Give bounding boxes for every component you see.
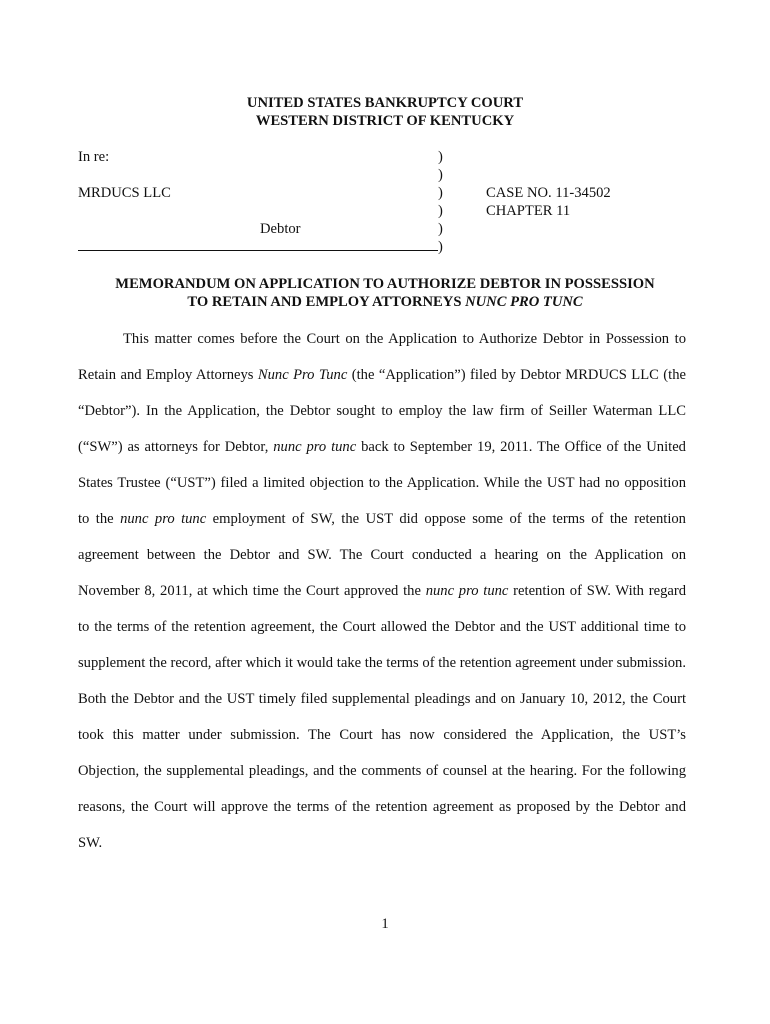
- memo-title-line-1: MEMORANDUM ON APPLICATION TO AUTHORIZE DEBTOR IN POSSESSION: [115, 276, 655, 292]
- body-line: [78, 686, 686, 722]
- body-text: to the terms of the retention agreement, the Court allowed the Debtor and the UST additional time to: [78, 619, 686, 635]
- body-line: [78, 578, 686, 614]
- body-text: November 8, 2011, at which time the Court approved the: [78, 583, 426, 599]
- body-line: [78, 434, 686, 470]
- caption-paren: ): [438, 203, 443, 219]
- body-text: retention of SW. With regard: [508, 583, 686, 599]
- body-line: [78, 830, 686, 866]
- page-number: 1: [381, 916, 389, 932]
- body-line: [78, 362, 686, 398]
- memo-title-line-2-text: TO RETAIN AND EMPLOY ATTORNEYS: [187, 294, 466, 310]
- body-line: [78, 398, 686, 434]
- body-italic-text: nunc pro tunc: [425, 583, 509, 599]
- body-text: States Trustee (“UST”) filed a limited objection to the Application. While the UST had no opposition: [78, 475, 686, 491]
- caption-underline: [78, 250, 438, 251]
- body-text: “Debtor”). In the Application, the Debtor sought to employ the law firm of Seiller Waterman LLC: [78, 403, 686, 419]
- body-line: [78, 326, 686, 362]
- body-line: [78, 650, 686, 686]
- body-text: Objection, the supplemental pleadings, and the comments of counsel at the hearing. For the following: [78, 763, 686, 779]
- caption-paren: ): [438, 167, 443, 183]
- body-text: SW.: [78, 835, 103, 851]
- memo-body: [78, 326, 686, 866]
- memo-title-line-2-italic: NUNC PRO TUNC: [465, 294, 583, 310]
- body-line: [78, 470, 686, 506]
- caption-debtor-name: MRDUCS LLC: [78, 185, 171, 201]
- body-text: (“SW”) as attorneys for Debtor,: [78, 439, 274, 455]
- body-italic-text: nunc pro tunc: [273, 439, 357, 455]
- body-text: This matter comes before the Court on the Application to Authorize Debtor in Possession to: [123, 331, 686, 347]
- body-text: agreement between the Debtor and SW. The Court conducted a hearing on the Application on: [78, 547, 686, 563]
- body-text: supplement the record, after which it would take the terms of the retention agreement under submission.: [78, 655, 686, 671]
- body-italic-text: Nunc Pro Tunc: [257, 367, 348, 383]
- caption-paren: ): [438, 221, 443, 237]
- caption-debtor-label: Debtor: [260, 221, 301, 237]
- body-text: to the: [78, 511, 121, 527]
- body-text: reasons, the Court will approve the terms of the retention agreement as proposed by the Debtor and: [78, 799, 686, 815]
- body-line: [78, 614, 686, 650]
- caption-paren: ): [438, 239, 443, 255]
- caption-paren: ): [438, 149, 443, 165]
- caption-in-re: In re:: [78, 149, 110, 165]
- case-number: CASE NO. 11-34502: [486, 185, 611, 201]
- body-text: took this matter under submission. The Court has now considered the Application, the UST’s: [78, 727, 686, 743]
- body-text: employment of SW, the UST did oppose some of the terms of the retention: [206, 511, 686, 527]
- body-line: [78, 794, 686, 830]
- body-text: (the “Application”) filed by Debtor MRDUCS LLC (the: [347, 367, 686, 383]
- court-name: UNITED STATES BANKRUPTCY COURT: [246, 95, 524, 111]
- memo-title-line-2: [0, 293, 770, 311]
- court-district: WESTERN DISTRICT OF KENTUCKY: [255, 113, 515, 129]
- body-text: back to September 19, 2011. The Office of the United: [356, 439, 686, 455]
- body-line: [78, 542, 686, 578]
- body-line: [78, 722, 686, 758]
- chapter-number: CHAPTER 11: [486, 203, 571, 219]
- body-text: Both the Debtor and the UST timely filed supplemental pleadings and on January 10, 2012, the Court: [78, 691, 686, 707]
- body-text: Retain and Employ Attorneys: [78, 367, 258, 383]
- body-line: [78, 758, 686, 794]
- body-italic-text: nunc pro tunc: [120, 511, 207, 527]
- caption-paren: ): [438, 185, 443, 201]
- body-line: [78, 506, 686, 542]
